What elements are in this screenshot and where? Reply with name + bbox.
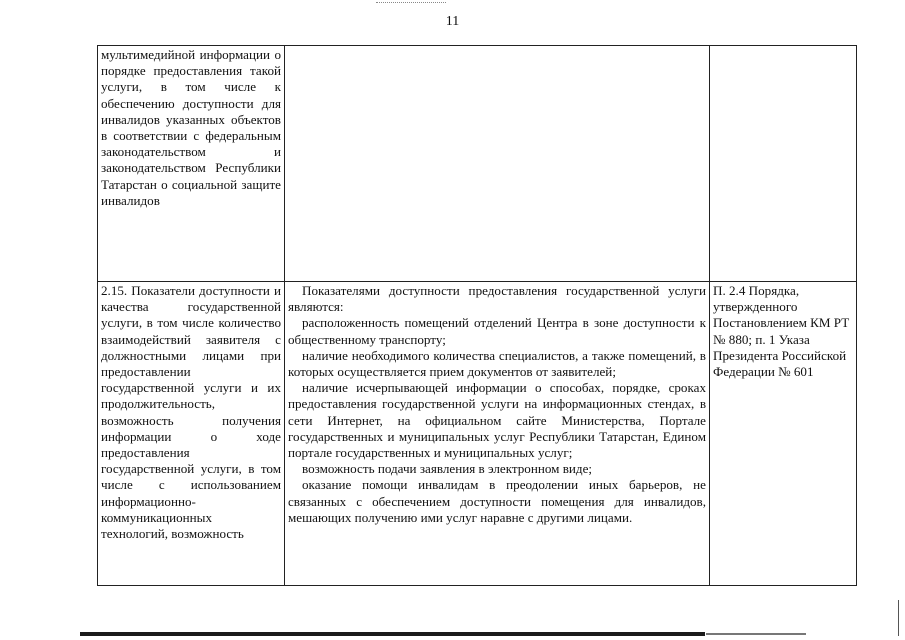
table-row <box>98 46 857 282</box>
paragraph: наличие исчерпывающей информации о способах, порядке, сроках предоставления государственной услуги на информационных стендах, в сети Интернет, на официальном сайте Министерства, Портале государственных и муниципальных услуг Республики Татарстан, Едином портале государственных и муниципальных услуг; <box>288 380 706 461</box>
page-number: 11 <box>445 14 460 29</box>
table-row <box>98 282 857 586</box>
paragraph: наличие необходимого количества специалистов, а также помещений, в которых осуществляется прием документов от заявителей; <box>288 347 706 380</box>
cell-description: 2.15. Показатели доступности и качества государственной услуги, в том числе количество взаимодействий заявителя с должностными лицами при предоставлении государственной услуги и их продолжительность, возможность получения информации о ходе предоставления государственной услуги, в том числе с использованием информационно-коммуникационных технологий, возможность <box>98 282 285 586</box>
paragraph: возможность подачи заявления в электронном виде; <box>302 461 593 477</box>
cell-legal-basis: П. 2.4 Порядка, утвержденного Постановлением КМ РТ № 880; п. 1 Указа Президента Российской Федерации № 601 <box>710 282 857 586</box>
cell-description: мультимедийной информации о порядке предоставления такой услуги, в том числе к обеспечению доступности для инвалидов указанных объектов в соответствии с федеральным законодательством и законодательством Республики Татарстан о социальной защите инвалидов <box>98 46 285 282</box>
scan-mark <box>376 2 446 3</box>
regulation-table <box>97 45 857 586</box>
cell-content <box>285 46 710 282</box>
paragraph: расположенность помещений отделений Центра в зоне доступности к общественному транспорту; <box>288 315 706 347</box>
cell-content <box>285 282 710 586</box>
scan-edge-mark <box>898 600 899 636</box>
scan-edge-bar <box>706 633 806 635</box>
paragraph: Показателями доступности предоставления государственной услуги являются: <box>288 283 706 315</box>
scan-edge-bar <box>80 632 705 636</box>
paragraph: оказание помощи инвалидам в преодолении иных барьеров, не связанных с обеспечением доступности помещения для инвалидов, мешающих получению ими услуг наравне с другими лицами. <box>288 477 706 525</box>
cell-legal-basis <box>710 46 857 282</box>
